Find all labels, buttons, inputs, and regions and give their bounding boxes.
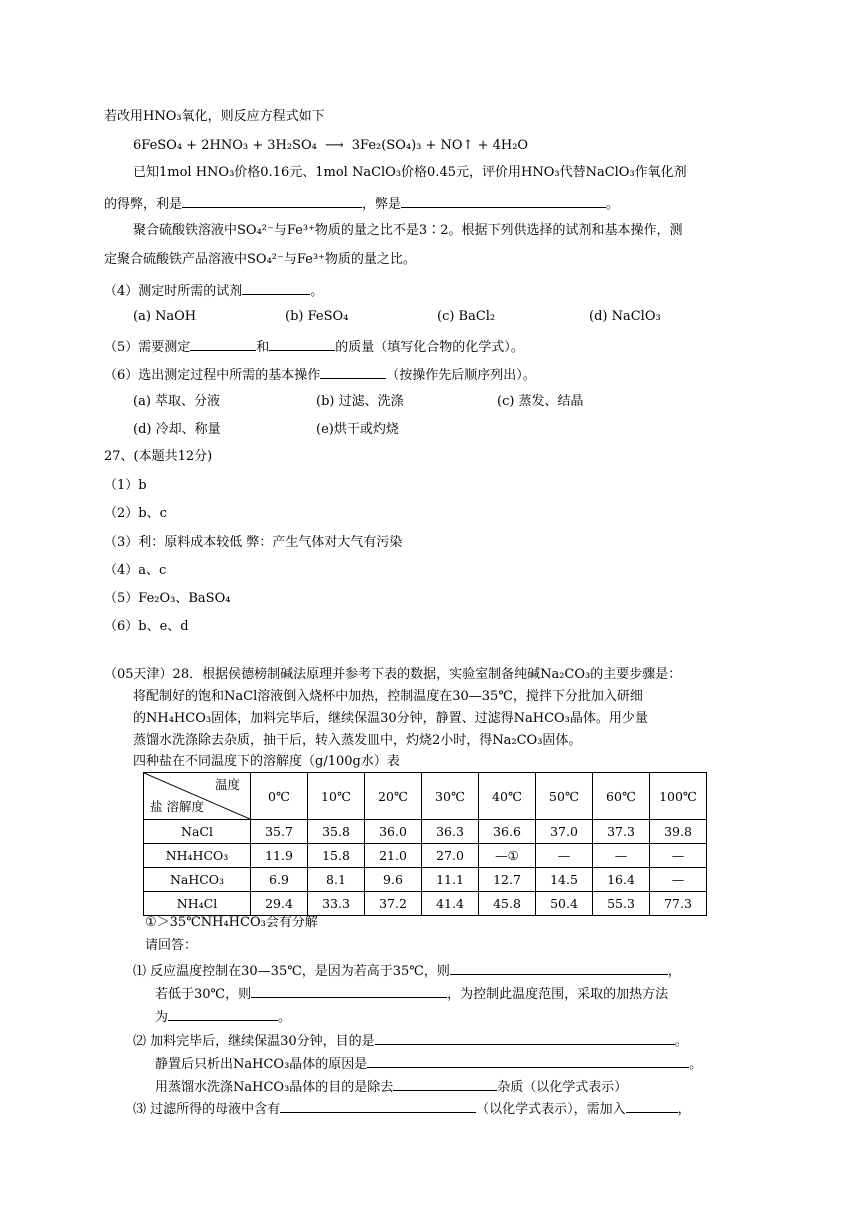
period: 。 <box>606 197 620 212</box>
operation-option-e: (e)烘干或灼烧 <box>316 422 399 437</box>
value-cell: 45.8 <box>479 892 536 916</box>
value-cell: — <box>593 844 650 868</box>
header-temp-cell: 50℃ <box>536 773 593 820</box>
price-line-2 <box>104 193 619 214</box>
please-answer: 请回答： <box>145 938 198 953</box>
part-2-line-2 <box>155 1053 702 1074</box>
table-row <box>144 868 707 892</box>
reagent-option-c: (c) BaCl₂ <box>437 309 496 324</box>
salt-name-cell: NaCl <box>144 820 251 844</box>
value-cell: 35.8 <box>308 820 365 844</box>
operation-blank[interactable] <box>320 364 386 379</box>
part-2-text: 静置后只析出NaHCO₃晶体的原因是 <box>155 1057 368 1072</box>
value-cell: 29.4 <box>251 892 308 916</box>
value-cell: 36.6 <box>479 820 536 844</box>
header-temp-cell: 0℃ <box>251 773 308 820</box>
salt-name-cell: NaHCO₃ <box>144 868 251 892</box>
period: 。 <box>689 1057 703 1072</box>
salt-name-cell: NH₄HCO₃ <box>144 844 251 868</box>
compound-blank-1[interactable] <box>190 336 256 351</box>
part-2-line-1 <box>133 1030 688 1051</box>
header-salt-label: 盐 溶解度 <box>150 799 204 814</box>
part-1-text: ，为控制此温度范围，采取的加热方法 <box>447 987 669 1002</box>
value-cell: 41.4 <box>422 892 479 916</box>
value-cell: 35.7 <box>251 820 308 844</box>
period: 。 <box>674 1034 688 1049</box>
value-cell: 16.4 <box>593 868 650 892</box>
question-28-line-3: 的NH₄HCO₃固体，加料完毕后，继续保温30分钟，静置、过滤得NaHCO₃晶体。用少量 <box>133 711 648 726</box>
ratio-line-2: 定聚合硫酸铁产品溶液中SO₄²⁻与Fe³⁺物质的量之比。 <box>104 252 416 267</box>
header-temp-cell: 20℃ <box>365 773 422 820</box>
equation-products: 3Fe₂(SO₄)₃ + NO↑ + 4H₂O <box>351 138 529 153</box>
table-row <box>144 892 707 916</box>
part-3-text: ⑶ 过滤所得的母液中含有 <box>133 1102 281 1117</box>
operation-option-d: (d) 冷却、称量 <box>133 422 221 437</box>
question-6 <box>104 364 536 385</box>
value-cell: 36.0 <box>365 820 422 844</box>
value-cell: 37.3 <box>593 820 650 844</box>
part-2-text: 用蒸馏水洗涤NaHCO₃晶体的目的是除去 <box>155 1080 394 1095</box>
disadvantage-label: ，弊是 <box>362 197 402 212</box>
part-1-line-2 <box>155 983 668 1004</box>
value-cell: 77.3 <box>650 892 707 916</box>
part-1-line-3 <box>155 1006 291 1027</box>
comma: ， <box>677 1102 691 1117</box>
table-caption: 四种盐在不同温度下的溶解度（g/100g水）表 <box>133 754 400 769</box>
purpose-blank[interactable] <box>375 1030 675 1045</box>
value-cell: 37.2 <box>365 892 422 916</box>
reagent-option-a: (a) NaOH <box>133 309 197 324</box>
value-cell: 21.0 <box>365 844 422 868</box>
value-cell: 14.5 <box>536 868 593 892</box>
value-cell: 37.0 <box>536 820 593 844</box>
header-diagonal-cell <box>144 773 251 820</box>
value-cell: 11.1 <box>422 868 479 892</box>
part-3-line-1 <box>133 1098 691 1119</box>
header-temp-cell: 100℃ <box>650 773 707 820</box>
question-6-end: （按操作先后顺序列出）。 <box>386 368 536 383</box>
reaction-equation <box>133 137 528 155</box>
value-cell: 39.8 <box>650 820 707 844</box>
below-30-blank[interactable] <box>251 983 447 998</box>
value-cell: —① <box>479 844 536 868</box>
disadvantage-blank[interactable] <box>401 193 606 208</box>
intro-line: 若改用HNO₃氧化，则反应方程式如下 <box>104 109 325 124</box>
equation-reactants: 6FeSO₄ + 2HNO₃ + 3H₂SO₄ <box>133 138 317 153</box>
question-28-line-1: （05天津）28．根据侯德榜制碱法原理并参考下表的数据，实验室制备纯碱Na₂CO₃的主要步骤是： <box>104 667 682 682</box>
above-35-blank[interactable] <box>450 960 668 975</box>
answer-item: （5）Fe₂O₃、BaSO₄ <box>104 591 231 606</box>
salt-name-cell: NH₄Cl <box>144 892 251 916</box>
ratio-line-1: 聚合硫酸铁溶液中SO₄²⁻与Fe³⁺物质的量之比不是3∶2。根据下列供选择的试剂和基本操作，测 <box>133 223 683 238</box>
period: 。 <box>278 1010 292 1025</box>
reagent-option-d: (d) NaClO₃ <box>589 309 661 324</box>
part-1-text: 若低于30℃，则 <box>155 987 252 1002</box>
table-footnote: ①＞35℃NH₄HCO₃会有分解 <box>145 915 318 930</box>
value-cell: 36.3 <box>422 820 479 844</box>
part-3-text: （以化学式表示），需加入 <box>476 1102 626 1117</box>
answer-27-title: 27、(本题共12分) <box>104 449 213 464</box>
reaction-arrow-icon: ⟶ <box>324 138 344 153</box>
question-28-line-4: 蒸馏水洗涤除去杂质，抽干后，转入蒸发皿中，灼烧2小时，得Na₂CO₃固体。 <box>133 733 582 748</box>
operation-option-a: (a) 萃取、分液 <box>133 394 221 409</box>
value-cell: 11.9 <box>251 844 308 868</box>
solubility-table <box>143 772 707 916</box>
reagent-blank[interactable] <box>242 280 310 295</box>
question-28-line-2: 将配制好的饱和NaCl溶液倒入烧杯中加热，控制温度在30—35℃，搅拌下分批加入研细 <box>133 689 643 704</box>
question-5 <box>104 336 524 357</box>
header-temp-cell: 30℃ <box>422 773 479 820</box>
value-cell: 50.4 <box>536 892 593 916</box>
question-4 <box>104 280 323 301</box>
value-cell: 9.6 <box>365 868 422 892</box>
value-cell: 55.3 <box>593 892 650 916</box>
comma: ， <box>667 964 681 979</box>
table-header-row <box>144 773 707 820</box>
reason-blank[interactable] <box>367 1053 689 1068</box>
value-cell: — <box>650 868 707 892</box>
value-cell: 6.9 <box>251 868 308 892</box>
mother-liquor-blank[interactable] <box>280 1098 476 1113</box>
advantage-label: 的得弊，利是 <box>104 197 183 212</box>
operation-option-b: (b) 过滤、洗涤 <box>316 394 404 409</box>
part-2-text: ⑵ 加料完毕后，继续保温30分钟，目的是 <box>133 1034 375 1049</box>
table-row <box>144 820 707 844</box>
value-cell: 27.0 <box>422 844 479 868</box>
part-2-text: 杂质（以化学式表示） <box>497 1080 628 1095</box>
answer-item: （6）b、e、d <box>104 619 189 634</box>
reagent-add-blank[interactable] <box>626 1098 678 1113</box>
question-6-label: （6）选出测定过程中所需的基本操作 <box>104 368 321 383</box>
value-cell: — <box>650 844 707 868</box>
heating-method-blank[interactable] <box>168 1006 278 1021</box>
question-4-label: （4）测定时所需的试剂 <box>104 284 243 299</box>
header-temp-label: 温度 <box>214 777 240 792</box>
question-5-label: （5）需要测定 <box>104 340 191 355</box>
question-5-end: 的质量（填写化合物的化学式）。 <box>335 340 524 355</box>
operation-option-c: (c) 蒸发、结晶 <box>497 394 584 409</box>
answer-item: （1）b <box>104 478 147 493</box>
value-cell: — <box>536 844 593 868</box>
answer-item: （3）利：原料成本较低 弊：产生气体对大气有污染 <box>104 535 403 550</box>
part-1-text: 为 <box>155 1010 169 1025</box>
answer-item: （4）a、c <box>104 563 167 578</box>
part-2-line-3 <box>155 1076 627 1097</box>
header-temp-cell: 60℃ <box>593 773 650 820</box>
and-label: 和 <box>256 340 270 355</box>
header-temp-cell: 10℃ <box>308 773 365 820</box>
value-cell: 15.8 <box>308 844 365 868</box>
part-1-line-1 <box>133 960 681 981</box>
value-cell: 33.3 <box>308 892 365 916</box>
reagent-option-b: (b) FeSO₄ <box>285 309 349 324</box>
header-temp-cell: 40℃ <box>479 773 536 820</box>
answer-item: （2）b、c <box>104 506 167 521</box>
advantage-blank[interactable] <box>182 193 362 208</box>
value-cell: 12.7 <box>479 868 536 892</box>
impurity-blank[interactable] <box>393 1076 497 1091</box>
period: 。 <box>310 284 324 299</box>
table-row <box>144 844 707 868</box>
part-1-text: ⑴ 反应温度控制在30—35℃，是因为若高于35℃，则 <box>133 964 450 979</box>
compound-blank-2[interactable] <box>269 336 335 351</box>
price-line-1: 已知1mol HNO₃价格0.16元、1mol NaClO₃价格0.45元，评价用HNO₃代替NaClO₃作氧化剂 <box>133 165 687 180</box>
value-cell: 8.1 <box>308 868 365 892</box>
